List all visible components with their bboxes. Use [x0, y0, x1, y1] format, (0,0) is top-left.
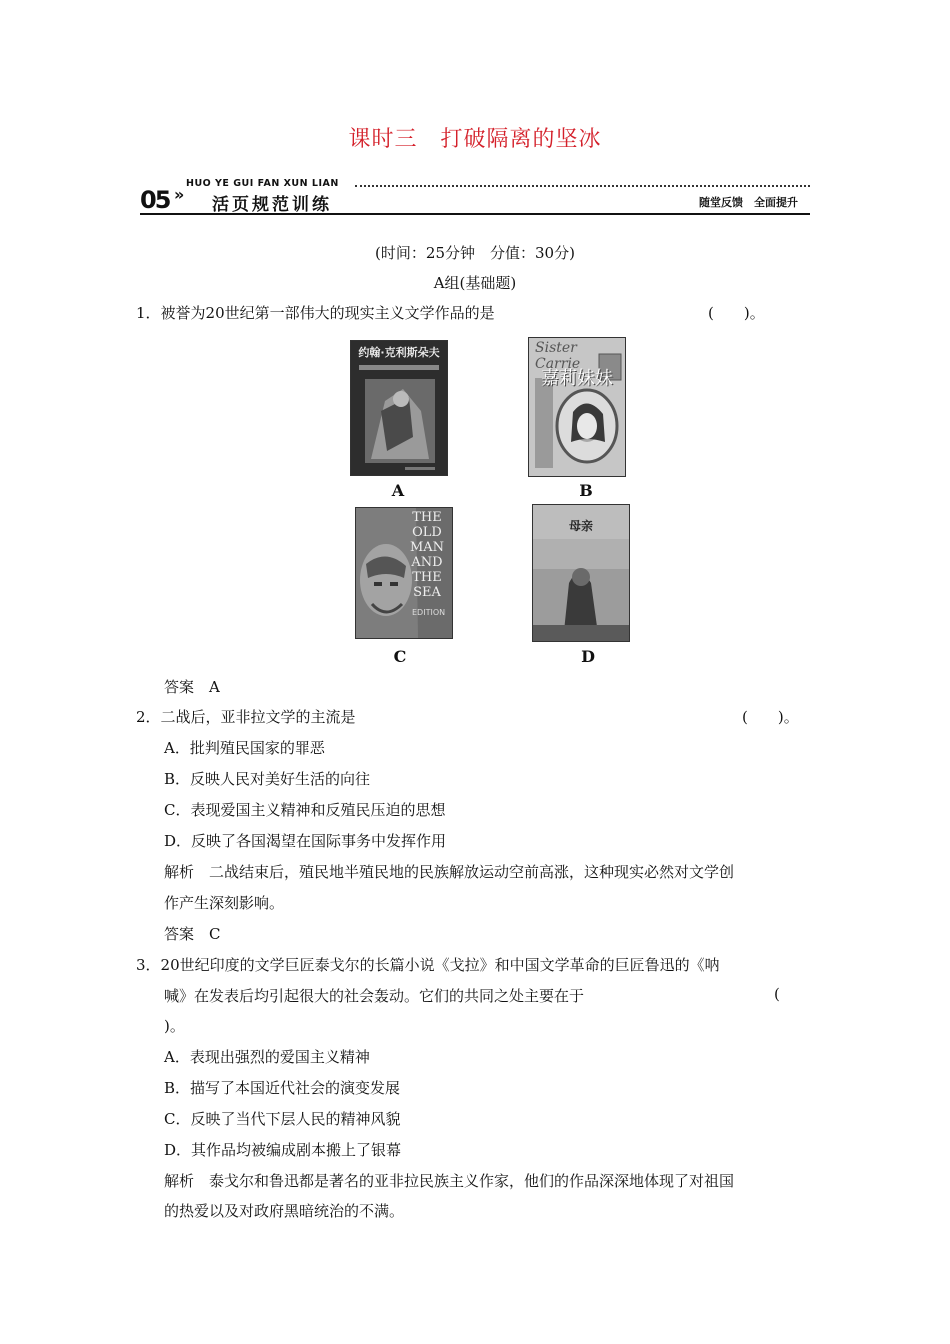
book-b-label: B	[579, 481, 593, 500]
book-c-title: THE OLD MAN AND THE SEA	[409, 510, 445, 600]
q3-analysis-line2: 的热爱以及对政府黑暗统治的不满。	[164, 1202, 405, 1220]
q3-stem-line2: 喊》在发表后均引起很大的社会轰动。它们的共同之处主要在于	[164, 987, 585, 1005]
page-title: 课时三 打破隔离的坚冰	[348, 127, 602, 152]
book-b-title: 嘉莉妹妹	[541, 368, 613, 389]
book-d-label: D	[581, 647, 595, 666]
section-number: 05	[140, 186, 170, 214]
banner-heading: 活页规范训练	[212, 195, 332, 215]
q2-option-b: B．反映人民对美好生活的向往	[164, 770, 371, 788]
dotted-divider	[355, 185, 810, 187]
banner-right-label: 随堂反馈 全面提升	[699, 196, 798, 209]
book-c-label: C	[393, 647, 407, 666]
q3-analysis-line1: 解析 泰戈尔和鲁迅都是著名的亚非拉民族主义作家，他们的作品深深地体现了对祖国	[164, 1172, 735, 1190]
q2-analysis-line1: 解析 二战结束后，殖民地半殖民地的民族解放运动空前高涨，这种现实必然对文学创	[164, 863, 735, 881]
q1-answer-paren: ( )。	[708, 304, 765, 322]
banner-underline	[140, 213, 810, 215]
section-banner	[140, 178, 810, 218]
q3-option-d: D．其作品均被编成剧本搬上了银幕	[164, 1141, 402, 1159]
book-cover-c	[355, 507, 453, 639]
book-c-edition: EDITION	[412, 608, 446, 617]
q3-paren-open: (	[774, 985, 780, 1003]
q3-paren-close: )。	[164, 1017, 185, 1035]
book-cover-d	[532, 504, 630, 642]
double-chevron-icon: »	[174, 185, 185, 204]
q1-stem: 1．被誉为20世纪第一部伟大的现实主义文学作品的是	[136, 304, 495, 322]
q3-option-a: A．表现出强烈的爱国主义精神	[164, 1048, 370, 1066]
time-score: (时间：25分钟 分值：30分)	[375, 244, 575, 262]
q3-option-b: B．描写了本国近代社会的演变发展	[164, 1079, 401, 1097]
book-cover-a-art	[351, 341, 447, 475]
book-a-title: 约翰·克利斯朵夫	[358, 346, 440, 359]
q2-analysis-line2: 作产生深刻影响。	[164, 894, 285, 912]
q3-stem-line1: 3．20世纪印度的文学巨匠泰戈尔的长篇小说《戈拉》和中国文学革命的巨匠鲁迅的《呐	[136, 956, 720, 974]
q2-option-a: A．批判殖民国家的罪恶	[164, 739, 325, 757]
q2-answer-paren: ( )。	[742, 708, 799, 726]
book-a-label: A	[391, 481, 405, 500]
book-cover-a	[350, 340, 448, 476]
banner-pinyin: HUO YE GUI FAN XUN LIAN	[186, 178, 339, 189]
q2-answer: 答案 C	[164, 925, 221, 943]
book-cover-b	[528, 337, 626, 477]
q2-option-d: D．反映了各国渴望在国际事务中发挥作用	[164, 832, 447, 850]
q2-stem: 2．二战后，亚非拉文学的主流是	[136, 708, 356, 726]
q2-option-c: C．表现爱国主义精神和反殖民压迫的思想	[164, 801, 446, 819]
group-label: A组(基础题)	[433, 274, 517, 292]
q3-option-c: C．反映了当代下层人民的精神风貌	[164, 1110, 401, 1128]
book-b-subtitle: Sister Carrie	[535, 340, 581, 372]
q1-answer: 答案 A	[164, 678, 220, 696]
book-d-title: 母亲	[568, 519, 593, 533]
